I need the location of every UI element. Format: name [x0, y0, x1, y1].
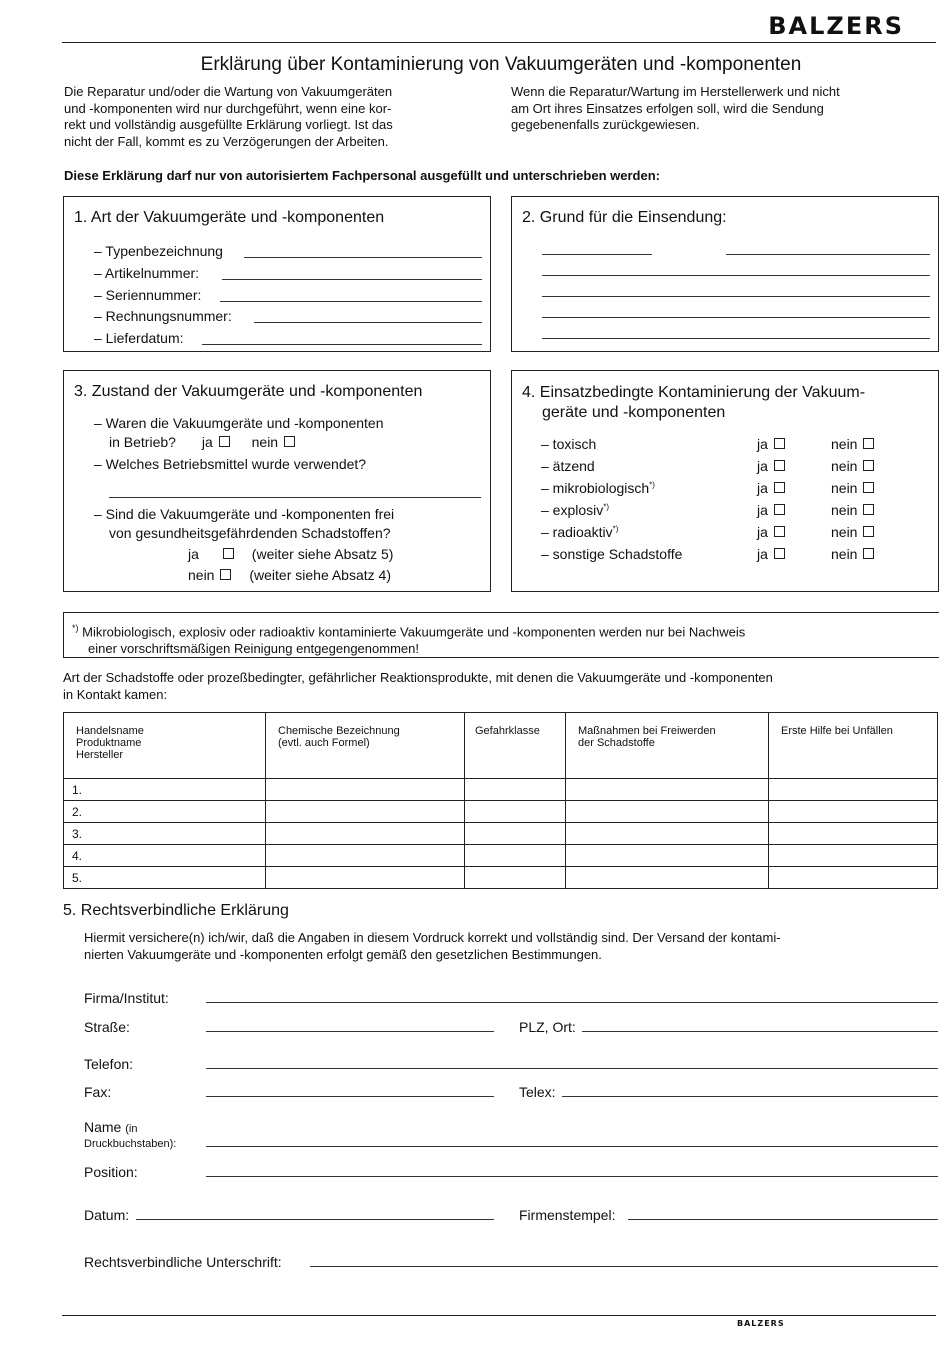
table-cell[interactable]	[566, 845, 769, 867]
contamination-row: – toxisch	[541, 436, 597, 452]
input-typenbezeichnung[interactable]	[244, 257, 482, 258]
intro-left: Die Reparatur und/oder die Wartung von Vakuumgeräten und -komponenten wird nur durchgeführt, wenn eine kor- rekt und vollständig ausgefüllte Erklärung vorliegt. Ist das nicht der Fall, kommt es zu Verzögerungen der Arbeiten.	[64, 84, 393, 149]
section-1-heading: 1. Art der Vakuumgeräte und -komponenten	[74, 209, 385, 226]
section-2-box	[511, 196, 939, 352]
table-cell[interactable]	[266, 779, 465, 801]
table-row	[64, 779, 938, 801]
checkbox-contamination-ja[interactable]	[774, 526, 785, 537]
table-cell[interactable]	[769, 801, 938, 823]
label-name: Name (in Druckbuchstaben):	[84, 1119, 177, 1150]
intro-right: Wenn die Reparatur/Wartung im Herstellerwerk und nicht am Ort ihres Einsatzes erfolgen soll, wird die Sendung gegebenenfalls zurückgewiesen.	[511, 84, 840, 132]
contamination-ja: ja	[757, 480, 785, 496]
header-rule	[62, 42, 936, 43]
table-cell[interactable]	[769, 845, 938, 867]
checkbox-contamination-nein[interactable]	[863, 438, 874, 449]
brand-logo: BALZERS	[768, 12, 904, 40]
table-cell[interactable]	[566, 823, 769, 845]
table-cell[interactable]	[566, 801, 769, 823]
q-in-betrieb-cont: in Betrieb? ja nein	[109, 434, 295, 450]
checkbox-contamination-nein[interactable]	[863, 504, 874, 515]
table-cell[interactable]	[769, 779, 938, 801]
reason-line-1b[interactable]	[726, 254, 930, 255]
page-title: Erklärung über Kontaminierung von Vakuumgeräten und -komponenten	[200, 54, 802, 75]
reason-line-1a[interactable]	[542, 254, 652, 255]
q-schadstofffrei: – Sind die Vakuumgeräte und -komponenten frei	[94, 506, 395, 522]
input-telex[interactable]	[562, 1096, 938, 1097]
contamination-nein: nein	[831, 546, 874, 562]
option-frei-nein: nein (weiter siehe Absatz 4)	[188, 567, 391, 583]
reason-line-2[interactable]	[542, 275, 930, 276]
row-number-cell: 5.	[64, 867, 266, 889]
input-strasse[interactable]	[206, 1031, 494, 1032]
q-schadstofffrei-cont: von gesundheitsgefährdenden Schadstoffen?	[109, 525, 391, 541]
section-4-heading: 4. Einsatzbedingte Kontaminierung der Vakuum- geräte und -komponenten	[522, 384, 866, 421]
q-in-betrieb: – Waren die Vakuumgeräte und -komponenten	[94, 415, 384, 431]
field-artikelnummer: – Artikelnummer:	[94, 265, 200, 281]
contamination-row: – explosiv*)	[541, 502, 610, 518]
table-cell[interactable]	[566, 867, 769, 889]
checkbox-contamination-ja[interactable]	[774, 460, 785, 471]
row-number-cell: 2.	[64, 801, 266, 823]
contamination-nein: nein	[831, 502, 874, 518]
table-cell[interactable]	[769, 823, 938, 845]
checkbox-contamination-nein[interactable]	[863, 482, 874, 493]
table-cell[interactable]	[566, 779, 769, 801]
contamination-ja: ja	[757, 458, 785, 474]
contamination-nein: nein	[831, 458, 874, 474]
row-number-cell: 3.	[64, 823, 266, 845]
table-cell[interactable]	[769, 867, 938, 889]
checkbox-contamination-ja[interactable]	[774, 482, 785, 493]
input-firma[interactable]	[206, 1002, 938, 1003]
table-cell[interactable]	[266, 801, 465, 823]
checkbox-frei-ja[interactable]	[223, 548, 234, 559]
table-row	[64, 801, 938, 823]
contamination-nein: nein	[831, 480, 874, 496]
table-cell[interactable]	[266, 823, 465, 845]
label-unterschrift: Rechtsverbindliche Unterschrift:	[84, 1254, 282, 1270]
checkbox-contamination-nein[interactable]	[863, 526, 874, 537]
input-rechnungsnummer[interactable]	[254, 322, 482, 323]
input-position[interactable]	[206, 1176, 938, 1177]
table-row	[64, 867, 938, 889]
checkbox-contamination-ja[interactable]	[774, 504, 785, 515]
col-erste-hilfe: Erste Hilfe bei Unfällen	[769, 713, 938, 779]
contamination-ja: ja	[757, 524, 785, 540]
table-cell[interactable]	[465, 845, 566, 867]
footer-rule	[62, 1315, 936, 1316]
hazard-table	[63, 712, 938, 889]
contamination-row: – mikrobiologisch*)	[541, 480, 655, 496]
col-handelsname: Handelsname Produktname Hersteller	[64, 713, 266, 779]
input-unterschrift[interactable]	[310, 1266, 938, 1267]
section-1-box	[63, 196, 491, 352]
input-artikelnummer[interactable]	[222, 279, 482, 280]
footnote-box	[63, 612, 939, 658]
section-5-heading: 5. Rechtsverbindliche Erklärung	[63, 902, 289, 919]
section-2-heading: 2. Grund für die Einsendung:	[522, 209, 727, 226]
contamination-row: – sonstige Schadstoffe	[541, 546, 683, 562]
table-cell[interactable]	[266, 845, 465, 867]
contamination-ja: ja	[757, 436, 785, 452]
input-name[interactable]	[206, 1146, 938, 1147]
label-firma: Firma/Institut:	[84, 990, 169, 1006]
table-cell[interactable]	[465, 779, 566, 801]
checkbox-contamination-nein[interactable]	[863, 548, 874, 559]
field-rechnungsnummer: – Rechnungsnummer:	[94, 308, 232, 324]
checkbox-contamination-nein[interactable]	[863, 460, 874, 471]
table-cell[interactable]	[266, 867, 465, 889]
contamination-row: – ätzend	[541, 458, 595, 474]
reason-line-5[interactable]	[542, 338, 930, 339]
footer-logo: BALZERS	[737, 1319, 785, 1328]
checkbox-in-betrieb-nein[interactable]	[284, 436, 295, 447]
section-5-text: Hiermit versichere(n) ich/wir, daß die Angaben in diesem Vordruck korrekt und vollständig sind. Der Versand der kontami- nierten Vakuumgeräte und -komponenten erfolgt gemäß den gesetzlichen Bestimmungen.	[84, 930, 781, 962]
table-cell[interactable]	[465, 867, 566, 889]
input-betriebsmittel[interactable]	[109, 497, 481, 498]
label-plz: PLZ, Ort:	[519, 1019, 576, 1035]
section-3-box	[63, 370, 491, 592]
row-number-cell: 4.	[64, 845, 266, 867]
row-number-cell: 1.	[64, 779, 266, 801]
field-seriennummer: – Seriennummer:	[94, 287, 202, 303]
label-firmenstempel: Firmenstempel:	[519, 1207, 616, 1223]
option-frei-ja: ja (weiter siehe Absatz 5)	[188, 546, 394, 562]
section-3-heading: 3. Zustand der Vakuumgeräte und -komponenten	[74, 383, 423, 400]
label-telex: Telex:	[519, 1084, 556, 1100]
label-telefon: Telefon:	[84, 1056, 134, 1072]
contamination-ja: ja	[757, 546, 785, 562]
input-telefon[interactable]	[206, 1068, 938, 1069]
q-betriebsmittel: – Welches Betriebsmittel wurde verwendet?	[94, 456, 367, 472]
reason-line-4[interactable]	[542, 317, 930, 318]
label-fax: Fax:	[84, 1084, 112, 1100]
footnote-text: *) Mikrobiologisch, explosiv oder radioaktiv kontaminierte Vakuumgeräte und -komponenten werden nur bei Nachweis einer vorschriftsmäßigen Reinigung entgegengenommen!	[72, 623, 746, 656]
input-plz[interactable]	[582, 1031, 938, 1032]
contamination-nein: nein	[831, 436, 874, 452]
table-row	[64, 823, 938, 845]
reason-line-3[interactable]	[542, 296, 930, 297]
label-strasse: Straße:	[84, 1019, 130, 1035]
input-firmenstempel[interactable]	[628, 1219, 938, 1220]
checkbox-contamination-ja[interactable]	[774, 438, 785, 449]
contamination-row: – radioaktiv*)	[541, 524, 619, 540]
col-massnahmen: Maßnahmen bei Freiwerden der Schadstoffe	[566, 713, 769, 779]
input-datum[interactable]	[136, 1219, 494, 1220]
col-gefahrklasse: Gefahrklasse	[465, 713, 566, 779]
field-typenbezeichnung: – Typenbezeichnung	[94, 243, 223, 259]
input-seriennummer[interactable]	[220, 301, 482, 302]
checkbox-contamination-ja[interactable]	[774, 548, 785, 559]
table-header-row	[64, 713, 938, 779]
authorized-notice: Diese Erklärung darf nur von autorisiertem Fachpersonal ausgefüllt und unterschrieben werden:	[64, 168, 660, 183]
table-cell[interactable]	[465, 801, 566, 823]
input-lieferdatum[interactable]	[202, 344, 482, 345]
table-intro: Art der Schadstoffe oder prozeßbedingter, gefährlicher Reaktionsprodukte, mit denen die Vakuumgeräte und -komponenten in Kontakt kamen:	[63, 670, 773, 702]
field-lieferdatum: – Lieferdatum:	[94, 330, 184, 346]
table-row	[64, 845, 938, 867]
checkbox-in-betrieb-ja[interactable]	[219, 436, 230, 447]
input-fax[interactable]	[206, 1096, 494, 1097]
contamination-nein: nein	[831, 524, 874, 540]
label-datum: Datum:	[84, 1207, 130, 1223]
table-cell[interactable]	[465, 823, 566, 845]
checkbox-frei-nein[interactable]	[220, 569, 231, 580]
contamination-ja: ja	[757, 502, 785, 518]
col-chemische-bezeichnung: Chemische Bezeichnung (evtl. auch Formel)	[266, 713, 465, 779]
label-position: Position:	[84, 1164, 138, 1180]
